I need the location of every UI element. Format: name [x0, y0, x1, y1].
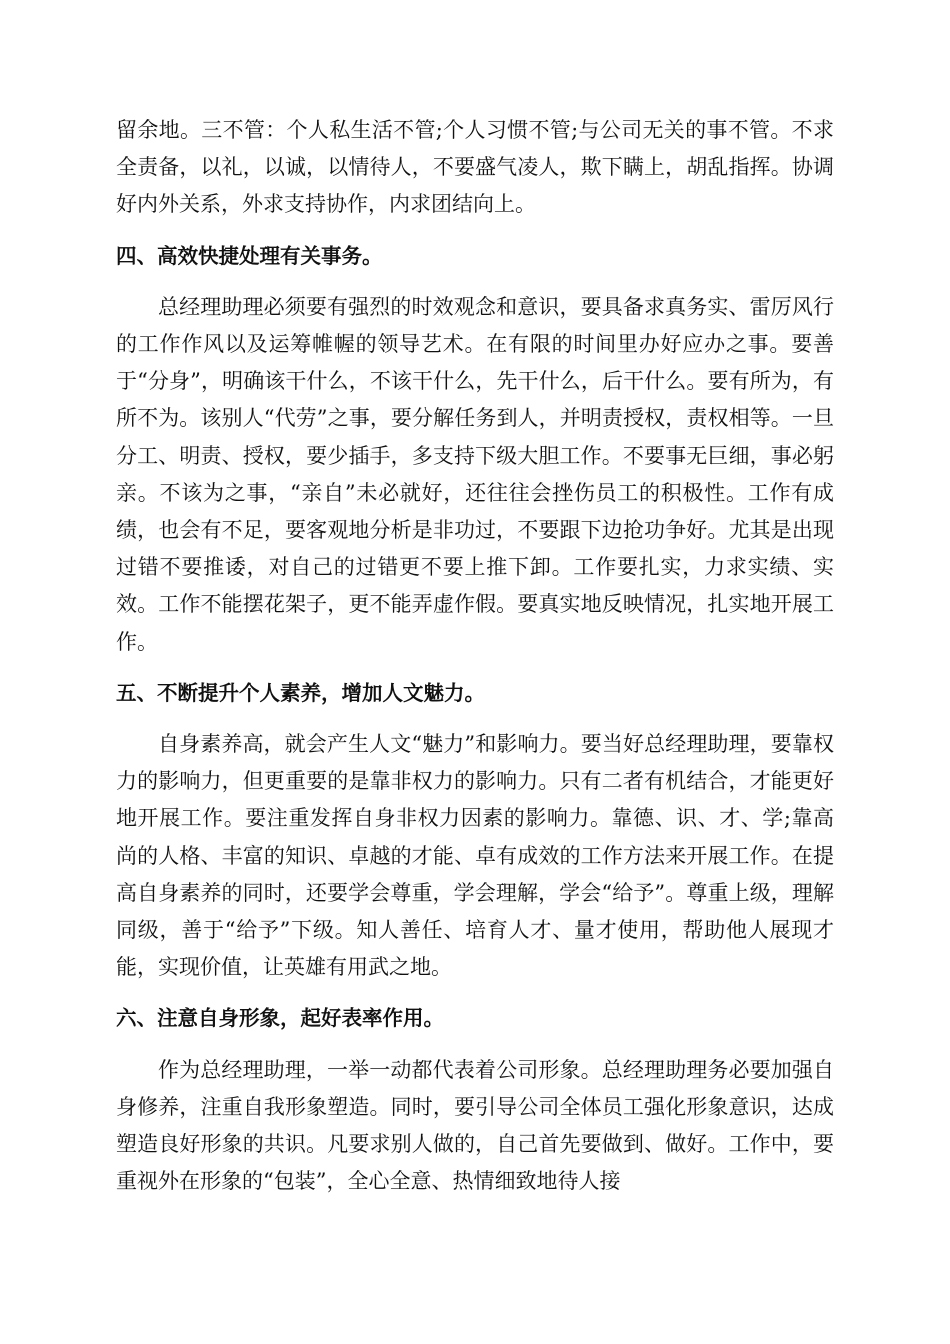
section-5-heading: 五、不断提升个人素养，增加人文魅力。 — [116, 680, 485, 705]
document-page — [116, 112, 834, 1200]
section-4-body: 总经理助理必须要有强烈的时效观念和意识，要具备求真务实、雷厉风行的工作作风以及运筹帷幄的领导艺术。在有限的时间里办好应办之事。要善于“分身”，明确该干什么，不该干什么，先干什么，后干什么。要有所为，有所不为。该别人“代劳”之事，要分解任务到人，并明责授权，责权相等。一旦分工、明责、授权，要少插手，多支持下级大胆工作。不要事无巨细，事必躬亲。不该为之事，“亲自”未必就好，还往往会挫伤员工的积极性。工作有成绩，也会有不足，要客观地分析是非功过，不要跟下边抢功争好。尤其是出现过错不要推诿，对自己的过错更不要上推下卸。工作要扎实，力求实绩、实效。工作不能摆花架子，更不能弄虚作假。要真实地反映情况，扎实地开展工作。 — [116, 294, 834, 654]
intro-paragraph: 留余地。三不管：个人私生活不管;个人习惯不管;与公司无关的事不管。不求全责备，以礼，以诚，以情待人，不要盛气凌人，欺下瞒上，胡乱指挥。协调好内外关系，外求支持协作，内求团结向上。 — [116, 118, 834, 217]
section-6-heading: 六、注意自身形象，起好表率作用。 — [116, 1006, 444, 1031]
section-6-body: 作为总经理助理，一举一动都代表着公司形象。总经理助理务必要加强自身修养，注重自我形象塑造。同时，要引导公司全体员工强化形象意识，达成塑造良好形象的共识。凡要求别人做的，自己首先要做到、做好。工作中，要重视外在形象的“包装”，全心全意、热情细致地待人接 — [116, 1057, 834, 1194]
section-5-body: 自身素养高，就会产生人文“魅力”和影响力。要当好总经理助理，要靠权力的影响力，但更重要的是靠非权力的影响力。只有二者有机结合，才能更好地开展工作。要注重发挥自身非权力因素的影响力。靠德、识、才、学;靠高尚的人格、丰富的知识、卓越的才能、卓有成效的工作方法来开展工作。在提高自身素养的同时，还要学会尊重，学会理解，学会“给予”。尊重上级，理解同级，善于“给予”下级。知人善任、培育人才、量才使用，帮助他人展现才能，实现价值，让英雄有用武之地。 — [116, 732, 834, 980]
section-4-heading: 四、高效快捷处理有关事务。 — [116, 243, 383, 268]
